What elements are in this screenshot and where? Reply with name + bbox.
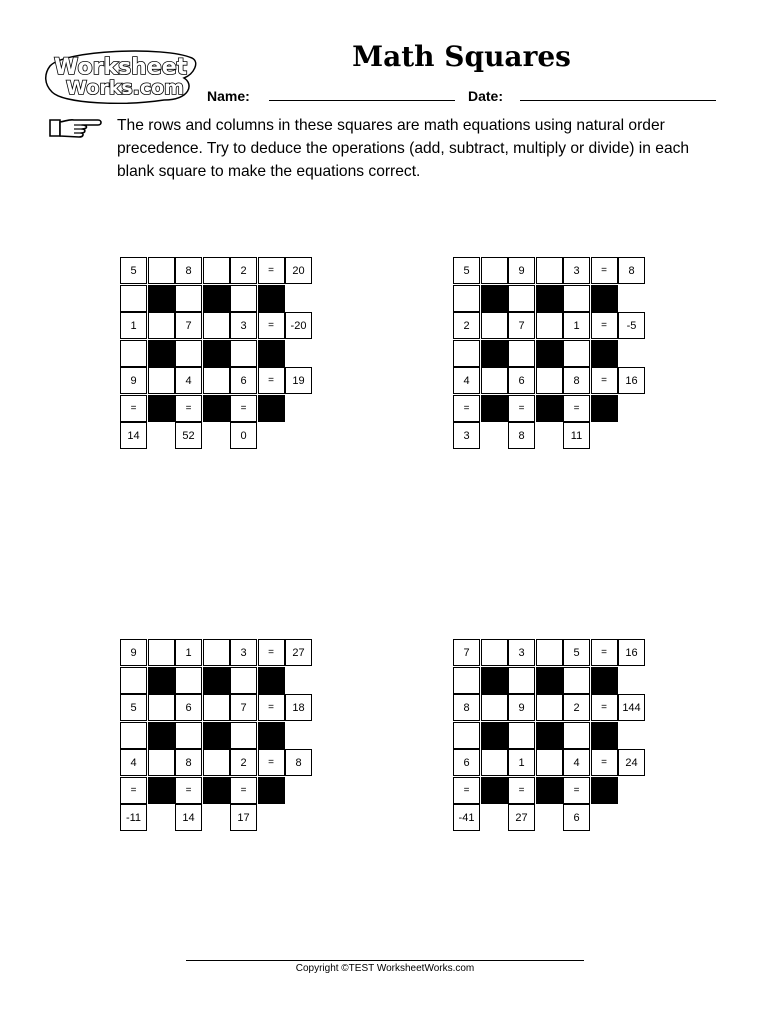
operator-blank-cell[interactable] bbox=[148, 367, 175, 394]
math-square-puzzle-3 bbox=[120, 639, 340, 824]
number-cell: 5 bbox=[453, 257, 480, 284]
equals-cell: = bbox=[258, 257, 285, 284]
black-cell bbox=[591, 777, 618, 804]
footer-divider bbox=[186, 960, 584, 961]
number-cell: 4 bbox=[563, 749, 590, 776]
number-cell: 5 bbox=[120, 257, 147, 284]
operator-blank-cell[interactable] bbox=[508, 667, 535, 694]
number-cell: 1 bbox=[563, 312, 590, 339]
operator-blank-cell[interactable] bbox=[175, 722, 202, 749]
pointing-hand-icon bbox=[48, 117, 104, 139]
operator-blank-cell[interactable] bbox=[481, 257, 508, 284]
black-cell bbox=[258, 777, 285, 804]
row-result-cell: 19 bbox=[285, 367, 312, 394]
number-cell: 1 bbox=[120, 312, 147, 339]
number-cell: 3 bbox=[508, 639, 535, 666]
black-cell bbox=[203, 340, 230, 367]
equals-cell: = bbox=[175, 395, 202, 422]
operator-blank-cell[interactable] bbox=[563, 340, 590, 367]
number-cell: 9 bbox=[120, 639, 147, 666]
number-cell: 7 bbox=[175, 312, 202, 339]
number-cell: 5 bbox=[120, 694, 147, 721]
black-cell bbox=[258, 340, 285, 367]
number-cell: 9 bbox=[508, 694, 535, 721]
equals-cell: = bbox=[591, 694, 618, 721]
equals-cell: = bbox=[120, 395, 147, 422]
number-cell: 1 bbox=[175, 639, 202, 666]
number-cell: 2 bbox=[563, 694, 590, 721]
equals-cell: = bbox=[591, 312, 618, 339]
column-result-cell: 27 bbox=[508, 804, 535, 831]
operator-blank-cell[interactable] bbox=[481, 367, 508, 394]
black-cell bbox=[148, 395, 175, 422]
black-cell bbox=[148, 285, 175, 312]
black-cell bbox=[148, 722, 175, 749]
number-cell: 9 bbox=[120, 367, 147, 394]
operator-blank-cell[interactable] bbox=[481, 694, 508, 721]
equals-cell: = bbox=[120, 777, 147, 804]
operator-blank-cell[interactable] bbox=[536, 312, 563, 339]
math-square-puzzle-1 bbox=[120, 257, 340, 442]
equals-cell: = bbox=[258, 639, 285, 666]
row-result-cell: 16 bbox=[618, 367, 645, 394]
operator-blank-cell[interactable] bbox=[563, 667, 590, 694]
number-cell: 4 bbox=[175, 367, 202, 394]
row-result-cell: -20 bbox=[285, 312, 312, 339]
black-cell bbox=[258, 285, 285, 312]
copyright-text: Copyright ©TEST WorksheetWorks.com bbox=[295, 963, 475, 974]
number-cell: 8 bbox=[563, 367, 590, 394]
date-label: Date: bbox=[468, 88, 504, 104]
operator-blank-cell[interactable] bbox=[203, 639, 230, 666]
name-label: Name: bbox=[207, 88, 250, 104]
operator-blank-cell[interactable] bbox=[148, 694, 175, 721]
black-cell bbox=[536, 777, 563, 804]
name-field[interactable] bbox=[269, 100, 455, 101]
column-result-cell: 14 bbox=[120, 422, 147, 449]
number-cell: 1 bbox=[508, 749, 535, 776]
operator-blank-cell[interactable] bbox=[508, 722, 535, 749]
number-cell: 3 bbox=[230, 312, 257, 339]
operator-blank-cell[interactable] bbox=[563, 722, 590, 749]
black-cell bbox=[148, 777, 175, 804]
number-cell: 4 bbox=[453, 367, 480, 394]
equals-cell: = bbox=[591, 639, 618, 666]
number-cell: 6 bbox=[230, 367, 257, 394]
black-cell bbox=[591, 340, 618, 367]
black-cell bbox=[203, 667, 230, 694]
operator-blank-cell[interactable] bbox=[453, 340, 480, 367]
operator-blank-cell[interactable] bbox=[536, 257, 563, 284]
black-cell bbox=[203, 777, 230, 804]
equals-cell: = bbox=[563, 777, 590, 804]
black-cell bbox=[203, 285, 230, 312]
column-result-cell: 52 bbox=[175, 422, 202, 449]
number-cell: 3 bbox=[230, 639, 257, 666]
operator-blank-cell[interactable] bbox=[536, 694, 563, 721]
number-cell: 6 bbox=[175, 694, 202, 721]
operator-blank-cell[interactable] bbox=[508, 340, 535, 367]
operator-blank-cell[interactable] bbox=[453, 722, 480, 749]
column-result-cell: 17 bbox=[230, 804, 257, 831]
operator-blank-cell[interactable] bbox=[230, 340, 257, 367]
column-result-cell: 3 bbox=[453, 422, 480, 449]
equals-cell: = bbox=[230, 777, 257, 804]
number-cell: 8 bbox=[175, 749, 202, 776]
black-cell bbox=[148, 340, 175, 367]
operator-blank-cell[interactable] bbox=[481, 639, 508, 666]
operator-blank-cell[interactable] bbox=[203, 694, 230, 721]
black-cell bbox=[258, 667, 285, 694]
equals-cell: = bbox=[175, 777, 202, 804]
number-cell: 5 bbox=[563, 639, 590, 666]
black-cell bbox=[481, 285, 508, 312]
operator-blank-cell[interactable] bbox=[148, 312, 175, 339]
number-cell: 8 bbox=[453, 694, 480, 721]
operator-blank-cell[interactable] bbox=[230, 667, 257, 694]
number-cell: 2 bbox=[230, 749, 257, 776]
black-cell bbox=[536, 667, 563, 694]
number-cell: 7 bbox=[230, 694, 257, 721]
black-cell bbox=[591, 395, 618, 422]
operator-blank-cell[interactable] bbox=[481, 749, 508, 776]
row-result-cell: 27 bbox=[285, 639, 312, 666]
black-cell bbox=[536, 722, 563, 749]
equals-cell: = bbox=[453, 777, 480, 804]
operator-blank-cell[interactable] bbox=[453, 285, 480, 312]
operator-blank-cell[interactable] bbox=[120, 285, 147, 312]
black-cell bbox=[481, 667, 508, 694]
operator-blank-cell[interactable] bbox=[508, 285, 535, 312]
page-title: Math Squares bbox=[352, 40, 571, 73]
number-cell: 4 bbox=[120, 749, 147, 776]
black-cell bbox=[536, 395, 563, 422]
column-result-cell: 11 bbox=[563, 422, 590, 449]
black-cell bbox=[481, 340, 508, 367]
column-result-cell: 0 bbox=[230, 422, 257, 449]
black-cell bbox=[481, 395, 508, 422]
row-result-cell: 24 bbox=[618, 749, 645, 776]
row-result-cell: 8 bbox=[618, 257, 645, 284]
column-result-cell: 6 bbox=[563, 804, 590, 831]
number-cell: 8 bbox=[175, 257, 202, 284]
row-result-cell: 16 bbox=[618, 639, 645, 666]
operator-blank-cell[interactable] bbox=[230, 285, 257, 312]
equals-cell: = bbox=[453, 395, 480, 422]
black-cell bbox=[203, 722, 230, 749]
number-cell: 6 bbox=[508, 367, 535, 394]
row-result-cell: -5 bbox=[618, 312, 645, 339]
operator-blank-cell[interactable] bbox=[120, 722, 147, 749]
equals-cell: = bbox=[258, 749, 285, 776]
operator-blank-cell[interactable] bbox=[120, 340, 147, 367]
operator-blank-cell[interactable] bbox=[148, 257, 175, 284]
black-cell bbox=[481, 777, 508, 804]
equals-cell: = bbox=[591, 749, 618, 776]
black-cell bbox=[591, 285, 618, 312]
operator-blank-cell[interactable] bbox=[203, 367, 230, 394]
number-cell: 9 bbox=[508, 257, 535, 284]
black-cell bbox=[591, 667, 618, 694]
equals-cell: = bbox=[508, 777, 535, 804]
row-result-cell: 8 bbox=[285, 749, 312, 776]
equals-cell: = bbox=[563, 395, 590, 422]
number-cell: 2 bbox=[453, 312, 480, 339]
operator-blank-cell[interactable] bbox=[120, 667, 147, 694]
black-cell bbox=[481, 722, 508, 749]
operator-blank-cell[interactable] bbox=[148, 749, 175, 776]
number-cell: 3 bbox=[563, 257, 590, 284]
operator-blank-cell[interactable] bbox=[203, 312, 230, 339]
operator-blank-cell[interactable] bbox=[230, 722, 257, 749]
column-result-cell: 8 bbox=[508, 422, 535, 449]
black-cell bbox=[536, 285, 563, 312]
number-cell: 2 bbox=[230, 257, 257, 284]
equals-cell: = bbox=[591, 257, 618, 284]
black-cell bbox=[591, 722, 618, 749]
equals-cell: = bbox=[258, 694, 285, 721]
equals-cell: = bbox=[591, 367, 618, 394]
row-result-cell: 18 bbox=[285, 694, 312, 721]
black-cell bbox=[148, 667, 175, 694]
logo-text-bottom: Works.com bbox=[66, 77, 184, 99]
operator-blank-cell[interactable] bbox=[453, 667, 480, 694]
row-result-cell: 20 bbox=[285, 257, 312, 284]
operator-blank-cell[interactable] bbox=[563, 285, 590, 312]
number-cell: 6 bbox=[453, 749, 480, 776]
math-square-puzzle-2 bbox=[453, 257, 673, 442]
operator-blank-cell[interactable] bbox=[203, 257, 230, 284]
math-square-puzzle-4 bbox=[453, 639, 673, 824]
number-cell: 7 bbox=[508, 312, 535, 339]
equals-cell: = bbox=[258, 367, 285, 394]
operator-blank-cell[interactable] bbox=[203, 749, 230, 776]
number-cell: 7 bbox=[453, 639, 480, 666]
column-result-cell: 14 bbox=[175, 804, 202, 831]
row-result-cell: 144 bbox=[618, 694, 645, 721]
instructions-text: The rows and columns in these squares are math equations using natural order precedence. Try to deduce the operations (add, subtract, multiply or divide) in each blank square to make the equations correct. bbox=[117, 117, 690, 180]
operator-blank-cell[interactable] bbox=[148, 639, 175, 666]
equals-cell: = bbox=[508, 395, 535, 422]
black-cell bbox=[258, 722, 285, 749]
logo-text-top: Worksheet bbox=[54, 55, 188, 80]
date-field[interactable] bbox=[520, 100, 716, 101]
equals-cell: = bbox=[230, 395, 257, 422]
operator-blank-cell[interactable] bbox=[481, 312, 508, 339]
operator-blank-cell[interactable] bbox=[536, 639, 563, 666]
black-cell bbox=[258, 395, 285, 422]
column-result-cell: -11 bbox=[120, 804, 147, 831]
operator-blank-cell[interactable] bbox=[175, 667, 202, 694]
operator-blank-cell[interactable] bbox=[175, 340, 202, 367]
equals-cell: = bbox=[258, 312, 285, 339]
black-cell bbox=[203, 395, 230, 422]
operator-blank-cell[interactable] bbox=[175, 285, 202, 312]
column-result-cell: -41 bbox=[453, 804, 480, 831]
operator-blank-cell[interactable] bbox=[536, 749, 563, 776]
operator-blank-cell[interactable] bbox=[536, 367, 563, 394]
black-cell bbox=[536, 340, 563, 367]
